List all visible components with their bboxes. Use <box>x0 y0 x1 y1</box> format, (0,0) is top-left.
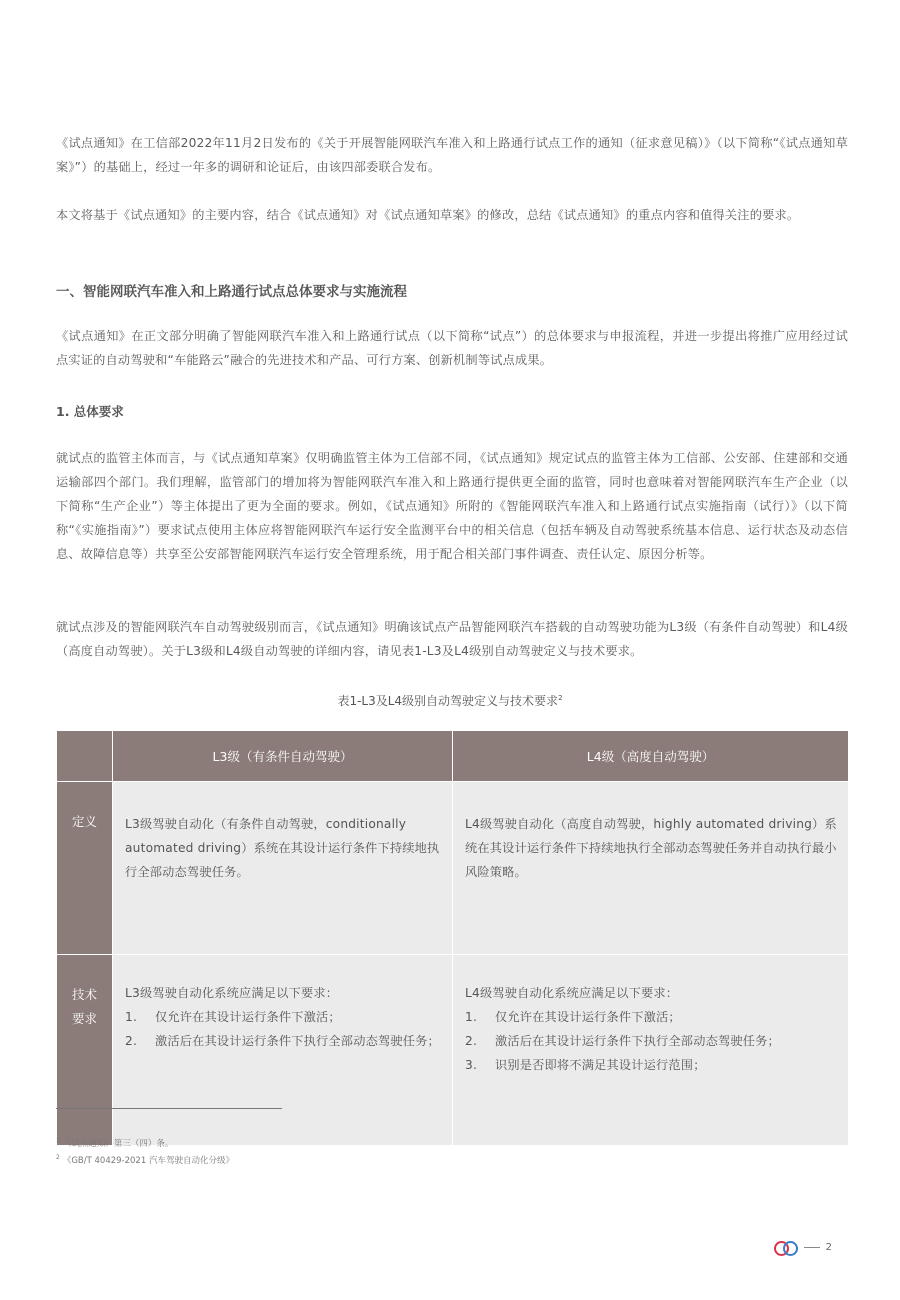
subsection-title: 1. 总体要求 <box>56 404 124 419</box>
autonomy-level-table <box>56 730 849 1146</box>
footnote <box>56 1134 234 1151</box>
paragraph-autonomy-levels: 就试点涉及的智能网联汽车自动驾驶级别而言，《试点通知》明确该试点产品智能网联汽车搭载的自动驾驶功能为L3级（有条件自动驾驶）和L4级（高度自动驾驶）。关于L3级和L4级自动驾驶的详细内容，请见表1-L3及L4级别自动驾驶定义与技术要求。 <box>56 620 848 658</box>
list-item-text: 激活后在其设计运行条件下执行全部动态驾驶任务； <box>495 1034 780 1048</box>
list-item-text: 识别是否即将不满足其设计运行范围； <box>495 1058 706 1072</box>
footnote-marker: 2 <box>56 1153 60 1161</box>
table-row-technical-requirements <box>57 955 849 1146</box>
l4-requirements-intro: L4级驾驶自动化系统应满足以下要求： <box>465 986 679 1000</box>
logo-blue-ring <box>783 1241 798 1256</box>
page-footer <box>774 1240 832 1254</box>
brand-logo-icon <box>774 1240 798 1254</box>
list-item-text: 仅允许在其设计运行条件下激活； <box>495 1010 681 1024</box>
list-item-number: 2. <box>125 1034 138 1048</box>
cell-l4-definition: L4级驾驶自动化（高度自动驾驶，highly automated driving）系统在其设计运行条件下持续地执行全部动态驾驶任务并自动执行最小风险策略。 <box>453 782 849 955</box>
table-caption-footnote-ref: 2 <box>558 694 563 702</box>
cell-l3-requirements <box>113 955 453 1146</box>
list-item-number: 1. <box>125 1010 138 1024</box>
row-label-definition: 定义 <box>57 782 113 955</box>
l3-requirements-list <box>125 1005 444 1053</box>
list-item <box>465 1005 840 1029</box>
l4-requirements-list <box>465 1005 840 1077</box>
paragraph-section-overview: 《试点通知》在正文部分明确了智能网联汽车准入和上路通行试点（以下简称“试点”）的总体要求与申报流程，并进一步提出将推广应用经过试点实证的自动驾驶和“车能路云”融合的先进技术和产品、可行方案、创新机制等试点成果。 <box>56 329 848 367</box>
table-caption <box>0 692 900 709</box>
footnotes <box>56 1134 234 1168</box>
list-item-text: 激活后在其设计运行条件下执行全部动态驾驶任务； <box>155 1034 440 1048</box>
table-header-l4: L4级（高度自动驾驶） <box>453 731 849 782</box>
footnote <box>56 1151 234 1168</box>
table-header-l3: L3级（有条件自动驾驶） <box>113 731 453 782</box>
list-item <box>125 1029 444 1053</box>
page-number: 2 <box>825 1241 832 1253</box>
list-item <box>125 1005 444 1029</box>
table-header-row <box>57 731 849 782</box>
list-item-text: 仅允许在其设计运行条件下激活； <box>155 1010 341 1024</box>
paragraph-intro: 《试点通知》在工信部2022年11月2日发布的《关于开展智能网联汽车准入和上路通行试点工作的通知（征求意见稿）》（以下简称“《试点通知草案》”）的基础上，经过一年多的调研和论证后，由该四部委联合发布。 <box>56 136 848 174</box>
row-label-technical-requirements-text: 技术要求 <box>71 987 97 1026</box>
list-item-number: 2. <box>465 1034 478 1048</box>
footnote-text: 《试点通知》第三（四）条。 <box>62 1138 174 1149</box>
footer-divider <box>804 1247 820 1248</box>
paragraph-supervision: 就试点的监管主体而言，与《试点通知草案》仅明确监管主体为工信部不同，《试点通知》规定试点的监管主体为工信部、公安部、住建部和交通运输部四个部门。我们理解，监管部门的增加将为智能网联汽车准入和上路通行提供更全面的监管，同时也意味着对智能网联汽车生产企业（以下简称“生产企业”）等主体提出了更为全面的要求。例如，《试点通知》所附的《智能网联汽车准入和上路通行试点实施指南（试行）》（以下简称“《实施指南》”）要求试点使用主体应将智能网联汽车运行安全监测平台中的相关信息（包括车辆及自动驾驶系统基本信息、运行状态及动态信息、故障信息等）共享至公安部智能网联汽车运行安全管理系统，用于配合相关部门事件调查、责任认定、原因分析等。 <box>56 451 848 561</box>
section-title: 一、智能网联汽车准入和上路通行试点总体要求与实施流程 <box>56 284 407 300</box>
paragraph-summary: 本文将基于《试点通知》的主要内容，结合《试点通知》对《试点通知草案》的修改，总结《试点通知》的重点内容和值得关注的要求。 <box>56 208 800 222</box>
footnote-text: 《GB/T 40429-2021 汽车驾驶自动化分级》 <box>62 1155 234 1166</box>
list-item <box>465 1029 840 1053</box>
table-caption-text: 表1-L3及L4级别自动驾驶定义与技术要求 <box>337 694 559 708</box>
table-header-blank <box>57 731 113 782</box>
row-label-technical-requirements <box>57 955 113 1146</box>
cell-l4-requirements <box>453 955 849 1146</box>
l3-requirements-intro: L3级驾驶自动化系统应满足以下要求： <box>125 986 339 1000</box>
list-item-number: 3. <box>465 1058 478 1072</box>
table-row-definition <box>57 782 849 955</box>
list-item-number: 1. <box>465 1010 478 1024</box>
cell-l3-definition: L3级驾驶自动化（有条件自动驾驶，conditionally automated driving）系统在其设计运行条件下持续地执行全部动态驾驶任务。 <box>113 782 453 955</box>
list-item <box>465 1053 840 1077</box>
footnote-divider <box>56 1108 282 1109</box>
footnote-marker: 1 <box>56 1137 60 1144</box>
